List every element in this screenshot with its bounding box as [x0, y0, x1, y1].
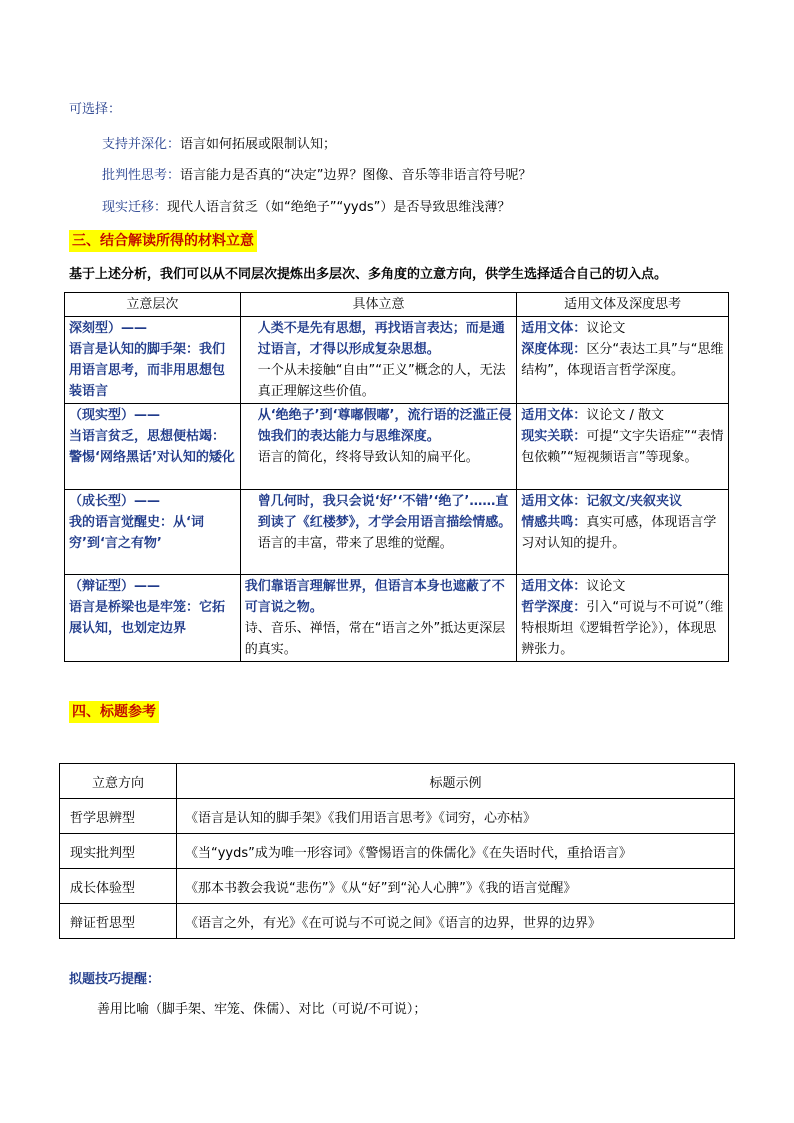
- level-title: （现实型）——: [69, 408, 161, 423]
- titles-cell: 《语言之外，有光》《在可说与不可说之间》《语言的边界，世界的边界》: [177, 904, 735, 939]
- table-header: 立意方向: [60, 764, 177, 799]
- option-text: 现代人语言贫乏（如“绝绝子”“yyds”）是否导致思维浅薄？: [167, 200, 511, 215]
- table-row: [65, 317, 729, 404]
- genre-value: 议论文: [586, 579, 626, 594]
- genre-cell: [517, 575, 729, 662]
- option-label: 现实迁移：: [102, 200, 168, 215]
- depth-value: 引入“可说与不可说”（维特根斯坦《逻辑哲学论》），体现思辨张力。: [521, 600, 724, 657]
- option-label: 支持并深化：: [102, 137, 181, 152]
- genre-cell: [517, 490, 729, 575]
- depth-value: 真实可感，体现语言学习对认知的提升。: [521, 515, 717, 551]
- table-row: [65, 490, 729, 575]
- option-text: 语言能力是否真的“决定”边界？图像、音乐等非语言符号呢？: [180, 168, 532, 183]
- table-row: [60, 869, 735, 904]
- idea-main: 曾几何时，我只会说‘好’‘不错’‘绝了’……直到读了《红楼梦》，才学会用语言描绘情感。: [257, 494, 512, 530]
- genre-value: 议论文: [586, 321, 626, 336]
- genre-label: 适用文体：: [521, 321, 587, 336]
- titles-cell: 《当“yyds”成为唯一形容词》《警惕语言的侏儒化》《在失语时代，重拾语言》: [177, 834, 735, 869]
- option-text: 语言如何拓展或限制认知；: [180, 137, 337, 152]
- table-row: [60, 834, 735, 869]
- level-desc: 我的语言觉醒史：从‘词穷’到‘言之有物’: [69, 515, 204, 551]
- idea-sub: 诗、音乐、禅悟，常在“语言之外”抵达更深层的真实。: [244, 621, 506, 657]
- section3-intro: 基于上述分析，我们可以从不同层次提炼出多层次、多角度的立意方向，供学生选择适合自己的切入点。: [69, 267, 668, 282]
- idea-main: 我们靠语言理解世界，但语言本身也遮蔽了不可言说之物。: [244, 579, 505, 615]
- idea-main: 人类不是先有思想，再找语言表达；而是通过语言，才得以形成复杂思想。: [257, 321, 505, 357]
- idea-cell: [240, 404, 517, 490]
- titles-cell: 《语言是认知的脚手架》《我们用语言思考》《词穷，心亦枯》: [177, 799, 735, 834]
- level-title: （辩证型）——: [69, 579, 161, 594]
- table-row: [60, 904, 735, 939]
- option-item-3: [102, 198, 510, 218]
- tips-title: 拟题技巧提醒：: [69, 972, 161, 987]
- idea-sub: 一个从未接触“自由”“正义”概念的人，无法真正理解这些价值。: [257, 363, 506, 399]
- table-header-row: [65, 293, 729, 317]
- level-desc: 语言是桥梁也是牢笼：它拓展认知，也划定边界: [69, 600, 226, 636]
- table-header: 立意层次: [65, 293, 241, 317]
- genre-label: 适用文体：: [521, 579, 587, 594]
- level-title: 深刻型）——: [69, 321, 148, 336]
- table-row: [65, 404, 729, 490]
- level-desc: 语言是认知的脚手架：我们用语言思考，而非用思想包装语言: [69, 342, 226, 399]
- level-cell: [65, 490, 241, 575]
- direction-cell: 成长体验型: [60, 869, 177, 904]
- title-table: [59, 763, 735, 939]
- tips-text: 善用比喻（脚手架、牢笼、侏儒）、对比（可说/不可说）；: [97, 1002, 427, 1017]
- direction-cell: 辩证哲思型: [60, 904, 177, 939]
- depth-value: 可提“文字失语症”“表情包依赖”“短视频语言”等现象。: [521, 429, 724, 465]
- depth-label: 哲学深度：: [521, 600, 587, 615]
- direction-cell: 哲学思辨型: [60, 799, 177, 834]
- level-cell: [65, 404, 241, 490]
- table-row: [60, 799, 735, 834]
- section3-heading: 三、结合解读所得的材料立意: [69, 230, 257, 252]
- idea-cell: [240, 317, 517, 404]
- genre-label: 适用文体：: [521, 408, 587, 423]
- depth-label: 深度体现：: [521, 342, 587, 357]
- table-header: 标题示例: [177, 764, 735, 799]
- depth-label: 现实关联：: [521, 429, 587, 444]
- table-header: 具体立意: [240, 293, 517, 317]
- angle-table: [64, 292, 729, 662]
- level-cell: [65, 575, 241, 662]
- options-title: 可选择：: [69, 102, 122, 117]
- genre-cell: [517, 317, 729, 404]
- option-label: 批判性思考：: [102, 168, 181, 183]
- level-title: （成长型）——: [69, 494, 161, 509]
- idea-cell: [240, 575, 517, 662]
- option-item-1: [102, 135, 336, 155]
- table-header-row: [60, 764, 735, 799]
- idea-sub: 语言的简化，终将导致认知的扁平化。: [257, 450, 479, 465]
- option-item-2: [102, 166, 532, 186]
- idea-main: 从‘绝绝子’到‘尊嘟假嘟’，流行语的泛滥正侵蚀我们的表达能力与思维深度。: [257, 408, 512, 444]
- idea-cell: [240, 490, 517, 575]
- depth-label: 情感共鸣：: [521, 515, 587, 530]
- level-desc: 当语言贫乏，思想便枯竭：警惕‘网络黑话’对认知的矮化: [69, 429, 235, 465]
- table-row: [65, 575, 729, 662]
- level-cell: [65, 317, 241, 404]
- genre-label: 适用文体：: [521, 494, 587, 509]
- genre-cell: [517, 404, 729, 490]
- titles-cell: 《那本书教会我说“悲伤”》《从“好”到“沁人心脾”》《我的语言觉醒》: [177, 869, 735, 904]
- genre-value: 议论文 / 散文: [586, 408, 664, 423]
- idea-sub: 语言的丰富，带来了思维的觉醒。: [257, 536, 453, 551]
- table-header: 适用文体及深度思考: [517, 293, 729, 317]
- genre-value: 记叙文/夹叙夹议: [586, 494, 683, 509]
- section4-heading: 四、标题参考: [69, 701, 159, 723]
- direction-cell: 现实批判型: [60, 834, 177, 869]
- depth-value: 区分“表达工具”与“思维结构”，体现语言哲学深度。: [521, 342, 724, 378]
